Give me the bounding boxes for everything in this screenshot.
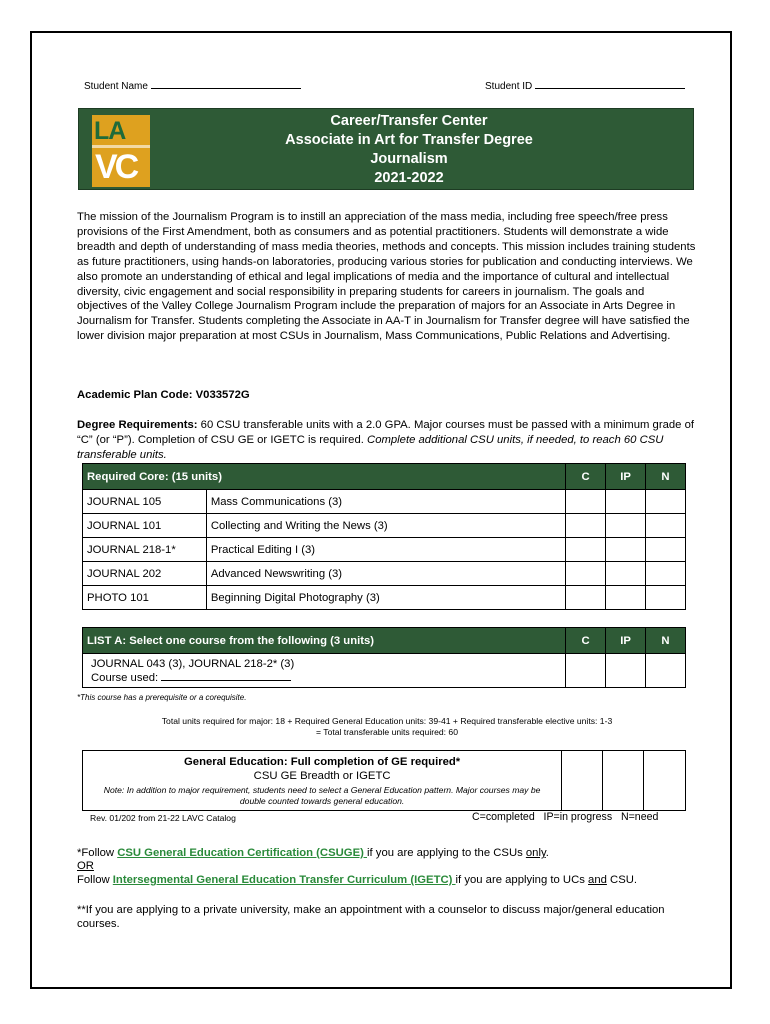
lavc-logo bbox=[92, 115, 150, 187]
checkbox-n[interactable] bbox=[646, 538, 686, 562]
table-row bbox=[83, 654, 686, 688]
ge-note: Note: In addition to major requirement, students need to select a General Education pattern. Major courses may be double counted towards general education. bbox=[103, 784, 541, 806]
course-code: JOURNAL 105 bbox=[83, 490, 207, 514]
course-used-label: Course used: bbox=[91, 671, 159, 684]
checkbox-ip[interactable] bbox=[606, 538, 646, 562]
checkbox-ip[interactable] bbox=[606, 654, 646, 688]
checkbox-c[interactable] bbox=[566, 490, 606, 514]
checkbox-n[interactable] bbox=[646, 586, 686, 610]
checkbox-c[interactable] bbox=[566, 514, 606, 538]
follow-csuge bbox=[77, 847, 697, 860]
table-row bbox=[83, 490, 686, 514]
checkbox-n[interactable] bbox=[646, 654, 686, 688]
degree-req-italic: Complete additional CSU units, if needed, to reach 60 CSU transferable units. bbox=[77, 433, 664, 461]
checkbox-n[interactable] bbox=[644, 751, 686, 811]
checkbox-ip[interactable] bbox=[606, 562, 646, 586]
checkbox-c[interactable] bbox=[566, 562, 606, 586]
csuge-link[interactable]: CSU General Education Certification (CSUGE) bbox=[117, 847, 368, 859]
list-a-col-c: C bbox=[566, 628, 606, 654]
follow1-emphasis: only bbox=[525, 847, 546, 859]
revision-note: Rev. 01/202 from 21-22 LAVC Catalog bbox=[90, 813, 236, 823]
mission-paragraph: The mission of the Journalism Program is to instill an appreciation of the mass media, including free speech/free press provisions of the First Amendment, both as consumers and as potential practitioners. Students will demonstrate a wide breadth and depth of understanding of mass media theories, methods and concepts. This mission includes training students as future practitioners, using hands-on laboratories, producing various stories for publication and conducting interviews. We also promote an understanding of ethical and legal implications of media and the importance of cultural and intellectual diversity, civic engagement and social responsibility in preparing students for careers in journalism. The goals and objectives of the Valley College Journalism Program include the preparation of majors for an Associate in Arts Degree in Journalism for Transfer. Students completing the Associate in AA-T in Journalism for Transfer degree will have satisfied the lower division major preparation at most CSUs in Journalism, Mass Communications, Public Relations and Advertising. bbox=[77, 211, 696, 343]
course-title: Practical Editing I (3) bbox=[206, 538, 565, 562]
checkbox-ip[interactable] bbox=[606, 586, 646, 610]
course-title: Collecting and Writing the News (3) bbox=[206, 514, 565, 538]
course-code: JOURNAL 202 bbox=[83, 562, 207, 586]
banner-title bbox=[199, 112, 619, 188]
checkbox-ip[interactable] bbox=[603, 751, 644, 811]
private-university-note: **If you are applying to a private university, make an appointment with a counselor to discuss major/general education courses. bbox=[77, 904, 665, 930]
course-title: Beginning Digital Photography (3) bbox=[206, 586, 565, 610]
title-banner bbox=[78, 108, 694, 190]
banner-line-1: Career/Transfer Center bbox=[330, 113, 488, 129]
follow1-mid: if you are applying to the CSUs bbox=[367, 847, 526, 859]
ge-row bbox=[83, 751, 686, 811]
banner-line-4: 2021-2022 bbox=[374, 170, 444, 186]
student-id-line bbox=[485, 79, 685, 92]
degree-req-label: Degree Requirements: bbox=[77, 419, 198, 431]
ge-options: CSU GE Breadth or IGETC bbox=[253, 769, 391, 782]
table-row bbox=[83, 586, 686, 610]
list-a-col-ip: IP bbox=[606, 628, 646, 654]
core-header-row bbox=[83, 464, 686, 490]
checkbox-n[interactable] bbox=[646, 562, 686, 586]
course-code: JOURNAL 101 bbox=[83, 514, 207, 538]
list-a-header-row bbox=[83, 628, 686, 654]
banner-line-3: Journalism bbox=[370, 151, 448, 167]
student-id-field[interactable] bbox=[535, 79, 685, 89]
follow2-post: CSU. bbox=[606, 874, 638, 886]
checkbox-n[interactable] bbox=[646, 490, 686, 514]
igetc-link[interactable]: Intersegmental General Education Transfer Curriculum (IGETC) bbox=[112, 874, 456, 886]
totals bbox=[77, 716, 697, 738]
list-a-courses: JOURNAL 043 (3), JOURNAL 218-2* (3) bbox=[91, 657, 295, 670]
totals-line-2: = Total transferable units required: 60 bbox=[316, 727, 458, 737]
ge-title: General Education: Full completion of GE required* bbox=[184, 755, 461, 768]
follow2-emphasis: and bbox=[588, 874, 607, 886]
degree-requirements bbox=[77, 418, 697, 463]
follow2-mid: if you are applying to UCs bbox=[455, 874, 589, 886]
student-name-line bbox=[84, 79, 301, 92]
list-a-header: LIST A: Select one course from the following (3 units) bbox=[83, 628, 566, 654]
table-row bbox=[83, 514, 686, 538]
logo-text-vc: VC bbox=[95, 148, 137, 186]
prereq-note: *This course has a prerequisite or a corequisite. bbox=[77, 693, 247, 702]
follow1-post: . bbox=[545, 847, 549, 859]
checkbox-c[interactable] bbox=[566, 654, 606, 688]
checkbox-c[interactable] bbox=[562, 751, 603, 811]
checkbox-c[interactable] bbox=[566, 538, 606, 562]
core-header: Required Core: (15 units) bbox=[83, 464, 566, 490]
totals-line-1: Total units required for major: 18 + Required General Education units: 39-41 + Required transferable elective units: 1-3 bbox=[161, 716, 613, 726]
student-id-label: Student ID bbox=[485, 81, 533, 92]
logo-text-la: LA bbox=[94, 117, 126, 145]
follow1-pre: *Follow bbox=[77, 847, 118, 859]
table-row bbox=[83, 538, 686, 562]
core-col-n: N bbox=[646, 464, 686, 490]
list-a-table bbox=[82, 627, 686, 688]
course-title: Mass Communications (3) bbox=[206, 490, 565, 514]
degree-req-text: 60 CSU transferable units with a 2.0 GPA. Major courses must be passed with a minimum grade of “C” (or “P”). Completion of CSU GE or IGETC is required. bbox=[77, 419, 694, 446]
checkbox-ip[interactable] bbox=[606, 490, 646, 514]
core-col-ip: IP bbox=[606, 464, 646, 490]
list-a-col-n: N bbox=[646, 628, 686, 654]
follow-igetc bbox=[77, 874, 697, 887]
core-col-c: C bbox=[566, 464, 606, 490]
list-a-course-used bbox=[91, 671, 561, 685]
course-code: JOURNAL 218-1* bbox=[83, 538, 207, 562]
ge-cell bbox=[83, 751, 562, 811]
status-legend: C=completed IP=in progress N=need bbox=[472, 811, 659, 823]
checkbox-n[interactable] bbox=[646, 514, 686, 538]
required-core-table bbox=[82, 463, 686, 610]
ge-table bbox=[82, 750, 686, 811]
course-used-field[interactable] bbox=[161, 671, 291, 681]
checkbox-c[interactable] bbox=[566, 586, 606, 610]
table-row bbox=[83, 562, 686, 586]
course-code: PHOTO 101 bbox=[83, 586, 207, 610]
banner-line-2: Associate in Art for Transfer Degree bbox=[285, 132, 533, 148]
course-title: Advanced Newswriting (3) bbox=[206, 562, 565, 586]
checkbox-ip[interactable] bbox=[606, 514, 646, 538]
student-name-field[interactable] bbox=[151, 79, 301, 89]
list-a-cell bbox=[83, 654, 566, 688]
student-name-label: Student Name bbox=[84, 81, 148, 92]
plan-code: Academic Plan Code: V033572G bbox=[77, 389, 250, 401]
or-text: OR bbox=[77, 860, 94, 872]
follow2-pre: Follow bbox=[77, 874, 113, 886]
